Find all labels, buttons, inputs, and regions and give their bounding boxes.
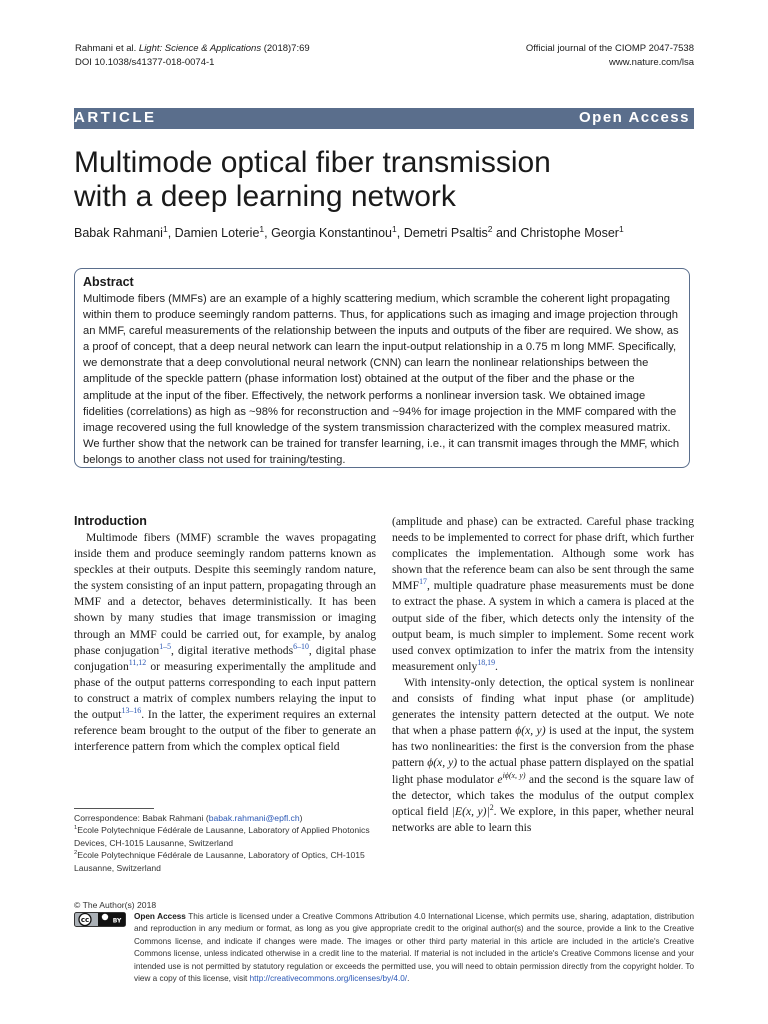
citation-link[interactable]: 13–16 <box>121 706 142 716</box>
running-header-left: Rahmani et al. Light: Science & Applications (2018)7:69 DOI 10.1038/s41377-018-0074-1 <box>75 43 310 68</box>
citation-link[interactable]: 17 <box>419 577 427 587</box>
abstract-box <box>74 268 690 468</box>
abstract-text: Multimode fibers (MMFs) are an example of a highly scattering medium, which scramble the coherent light propagating within them to produce seemingly random patterns. Thus, for applications such as imaging and image projection through an MMF, careful measurements of the relationship between the inputs and outputs of the fiber are required. We show, as a proof of concept, that a deep neural network can learn the input-output relationship in a 0.75 m long MMF. Specifically, we demonstrate that a deep convolutional neural network (CNN) can learn the nonlinear relationships between the amplitude of the speckle pattern (phase information lost) obtained at the output of the fiber and the phase or the amplitude at the input of the fiber. Effectively, the network performs a nonlinear inversion task. We obtained image fidelities (correlations) as high as ~98% for reconstruction and ~94% for image projection in the MMF compared with the image recovered using the full knowledge of the system transmission characterized with the complex measured matrix. We further show that the network can be trained for transfer learning, i.e., it can transmit images through the MMF, which belongs to another class not used for training/testing. <box>83 293 680 466</box>
article-title: Multimode optical fiber transmission with a deep learning network <box>74 146 551 213</box>
open-access-label: Open Access <box>579 109 690 126</box>
author-list: Babak Rahmani$^1$, Damien Loterie$^1$, Georgia Konstantinou$^1$, Demetri Psaltis$^2$ and Christophe Moser$^1$ <box>74 223 624 240</box>
doi[interactable]: DOI 10.1038/s41377-018-0074-1 <box>75 57 215 68</box>
citation-link[interactable]: 1–5 <box>159 641 172 651</box>
copyright-line: © The Author(s) 2018 <box>74 900 157 910</box>
body-column-right: (amplitude and phase) can be extracted. Careful phase tracking needs to be implemented to correct for phase drift, which further complicates the implementation. Although some work has shown that the reference beam can also be sent through the same MMF$^{17}$, multiple quadrature phase measurements must be done to extract the phase. A system in which a camera is placed at the output side of the fiber, which detects only the intensity of the output beam, is much simpler to implement. Some recent work used convex optimization to infer the matrix from the intensity measurement only$^{18,19}$. With intensity-only detection, the optical system is nonlinear and consists of finding what input phase (or amplitude) generates the intensity pattern detected at the output. We note that when a phase pattern ϕ(x, y) is used at the input, the system has two nonlinearities: the first is the conversion from the phase pattern ϕ(x, y) to the actual phase pattern displayed on the spatial light phase modulator $e^{i\phi(x, y)}$ and the second is the square law of the detector, which takes the modulus of the output complex optical field |E(x, $y)|^2$. We explore, in this paper, whether neural networks are able to learn this <box>392 515 695 834</box>
footnote-divider <box>74 808 154 809</box>
article-banner <box>74 108 694 129</box>
running-header-right: Official journal of the CIOMP 2047-7538 www.nature.com/lsa <box>525 43 694 68</box>
article-type-label: ARTICLE <box>74 109 157 126</box>
abstract-heading: Abstract <box>83 275 134 289</box>
introduction-heading: Introduction <box>74 514 147 528</box>
license-text: Open Access This article is licensed under a Creative Commons Attribution 4.0 International License, which permits use, sharing, adaptation, distribution and reproduction in any medium or format, as long as you give appropriate credit to the original author(s) and the source, provide a link to the Creative Commons license, and indicate if changes were made. The images or other third party material in this article are included in the article's Creative Commons license, unless indicated otherwise in a credit line to the material. If material is not included in the article's Creative Commons license and your intended use is not permitted by statutory regulation or exceeds the permitted use, you will need to obtain permission directly from the copyright holder. To view a copy of this license, visit http://creativecommons.org/licenses/by/4.0/. <box>134 912 695 984</box>
license-link[interactable]: http://creativecommons.org/licenses/by/4.0/ <box>249 974 408 984</box>
journal-url[interactable]: www.nature.com/lsa <box>608 57 694 68</box>
footnotes: Correspondence: Babak Rahmani (babak.rahmani@epfl.ch) $^1$Ecole Polytechnique Fédérale de Lausanne, Laboratory of Applied Photonics Devices, CH-1015 Lausanne, Switzerland $^2$Ecole Polytechnique Fédérale de Lausanne, Laboratory of Optics, CH-1015 Lausanne, Switzerland <box>74 813 370 873</box>
email-link[interactable]: babak.rahmani@epfl.ch <box>208 813 300 823</box>
citation-link[interactable]: 11,12 <box>128 657 147 667</box>
body-column-left: Multimode fibers (MMF) scramble the waves propagating inside them and produce seemingly random patterns known as speckles at their outputs. Despite this seemingly random nature, the system consisting of an input pattern, propagating through an MMF and a detector, behaves deterministically. It has been shown by many studies that image transmission or imaging through an MMF could be carried out, for example, by analog phase conjugation$^{1-5}$, digital iterative methods$^{6-10}$, digital phase conjugation$^{11,12}$ or measuring experimentally the amplitude and phase of the output patterns corresponding to each input pattern to construct a matrix of complex numbers relaying the input to the output$^{13-16}$. In the latter, the experiment requires an external reference beam brought to the output of the fiber to generate an interference pattern from which the complex optical field <box>74 531 376 754</box>
creative-commons-badge-icon[interactable] <box>74 912 126 927</box>
cc-badge-text: cc <box>80 916 90 925</box>
by-badge-text: BY <box>112 917 122 925</box>
citation-link[interactable]: 18,19 <box>477 657 496 667</box>
citation-link[interactable]: 6–10 <box>293 641 309 651</box>
